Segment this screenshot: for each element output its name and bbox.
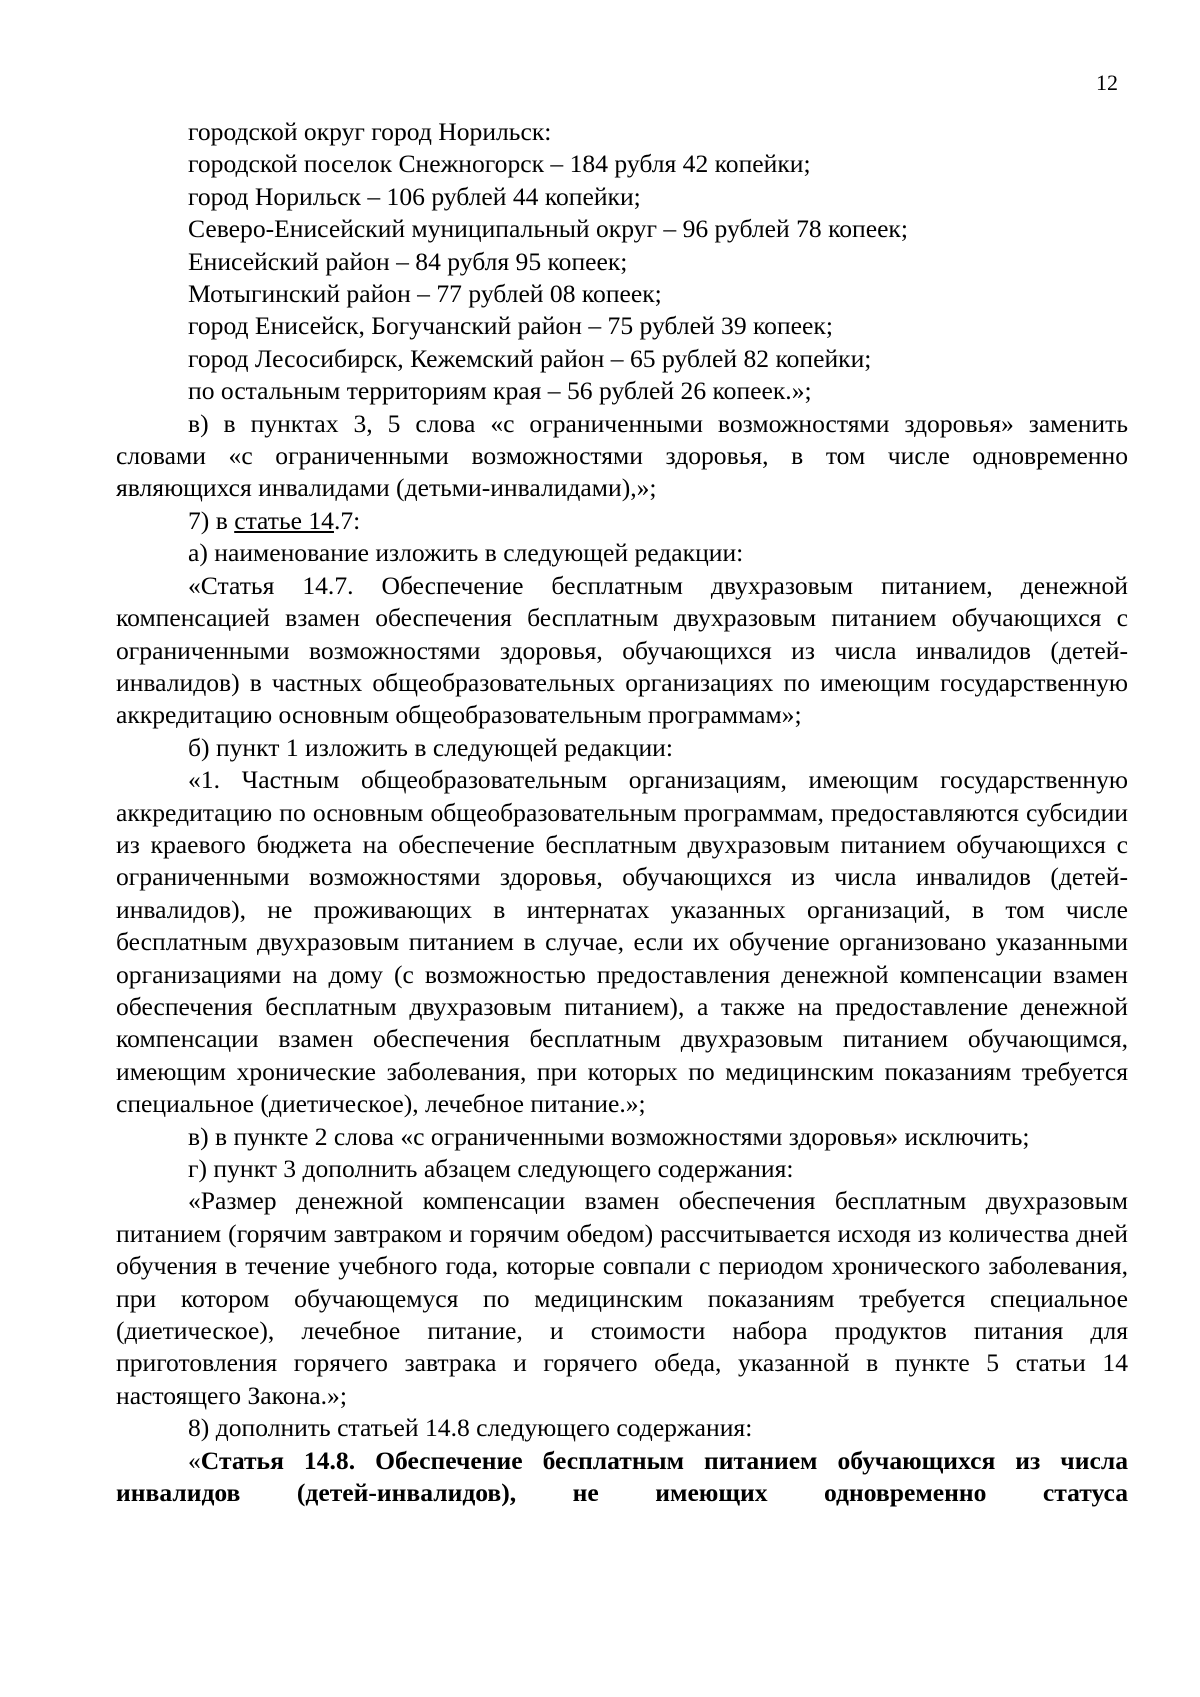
item7-suffix: .7: (333, 505, 361, 535)
paragraph: по остальным территориям края – 56 рублей 26 копеек.»; (188, 376, 812, 406)
paragraph: б) пункт 1 изложить в следующей редакции: (188, 732, 673, 762)
paragraph: городской округ город Норильск: (188, 117, 552, 146)
paragraph-item-7 (116, 505, 1128, 537)
paragraph: г) пункт 3 дополнить абзацем следующего содержания: (188, 1154, 794, 1183)
paragraph: а) наименование изложить в следующей редакции: (188, 538, 744, 568)
paragraph: город Норильск – 106 рублей 44 копейки; (188, 181, 641, 211)
paragraph: «1. Частным общеобразовательным организациям, имеющим государственную аккредитацию по основным общеобразовательным программам, предоставляются субсидии из краевого бюджета на обеспечение бесплатным двухразовым питанием обучающихся с ограниченными возможностями здоровья, обучающихся из числа инвалидов (детей-инвалидов), не проживающих в интернатах указанных организаций, в том числе бесплатным двухразовым питанием в случае, если их обучение организовано указанными организациями на дому (с возможностью предоставления денежной компенсации взамен обеспечения бесплатным двухразовым питанием), а также на предоставление денежной компенсации взамен обеспечения бесплатным двухразовым питанием обучающимся, имеющим хронические заболевания, при которых по медицинским показаниям требуется специальное (диетическое), лечебное питание.»; (116, 765, 1128, 1119)
paragraph: «Статья 14.7. Обеспечение бесплатным двухразовым питанием, денежной компенсацией взамен обеспечения бесплатным двухразовым питанием обучающихся с ограниченными возможностями здоровья, обучающихся из числа инвалидов (детей-инвалидов) в частных общеобразовательных организациях по имеющим государственную аккредитацию основным общеобразовательным программам»; (116, 570, 1128, 730)
paragraph: «Размер денежной компенсации взамен обеспечения бесплатным двухразовым питанием (горячим завтраком и горячим обедом) рассчитывается исходя из количества дней обучения в течение учебного года, которые совпали с периодом хронического заболевания, при котором обучающемуся по медицинским показаниям требуется специальное (диетическое), лечебное питание, и стоимости набора продуктов питания для приготовления горячего завтрака и горячего обеда, указанной в пункте 5 статьи 14 настоящего Закона.»; (116, 1186, 1128, 1410)
paragraph: город Енисейск, Богучанский район – 75 рублей 39 копеек; (188, 311, 833, 341)
paragraph: город Лесосибирск, Кежемский район – 65 рублей 82 копейки; (188, 343, 872, 373)
item7-prefix: 7) в (188, 505, 235, 535)
paragraph: 8) дополнить статьей 14.8 следующего содержания: (188, 1413, 753, 1443)
document-body (116, 116, 1128, 1509)
article-link[interactable]: статье 14 (234, 505, 334, 535)
article-heading-text: Статья 14.8. Обеспечение бесплатным питанием обучающихся из числа инвалидов (детей-инвалидов), не имеющих одновременно статуса (116, 1445, 1128, 1508)
page-number: 12 (1096, 70, 1118, 95)
paragraph: городской поселок Снежногорск – 184 рубля 42 копейки; (188, 149, 811, 179)
paragraph: Северо-Енисейский муниципальный округ – 96 рублей 78 копеек; (188, 214, 908, 244)
article-heading (116, 1445, 1128, 1510)
paragraph: Енисейский район – 84 рубля 95 копеек; (188, 246, 628, 276)
paragraph: в) в пункте 2 слова «с ограниченными возможностями здоровья» исключить; (188, 1121, 1030, 1151)
paragraph: в) в пунктах 3, 5 слова «с ограниченными возможностями здоровья» заменить словами «с ограниченными возможностями здоровья, в том числе одновременно являющихся инвалидами (детьми-инвалидами),»; (116, 408, 1128, 503)
paragraph: Мотыгинский район – 77 рублей 08 копеек; (188, 279, 662, 309)
article-heading-quote: « (188, 1445, 201, 1475)
